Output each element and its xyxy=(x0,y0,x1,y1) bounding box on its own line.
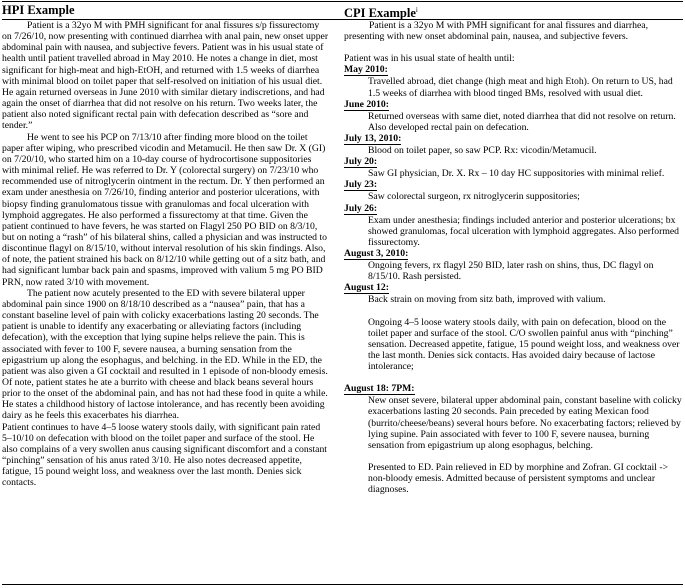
entry-text: Back strain on moving from sitz bath, improved with valium. xyxy=(368,294,606,306)
hpi-paragraph: The patient now acutely presented to the ED with severe bilateral upper abdominal pain since 1900 on 8/18/10 described as a “nausea” pain, that has a constant baseline level of pain with colicky exacerbations lasting 20 seconds. The patient is unable to identify any exacerbating or alleviating factors (including defecation), with the exception that lying supine helps relieve the pain. This is associated with fever to 100 F, severe nausea, a burning sensation from the epigastrium up along the esophagus, and belching. in the ED. While in the ED, the patient was also given a GI cocktail and resulted in 1 episode of non-bloody emesis. Of note, patient states he ate a burrito with cheese and black beans several hours prior to the onset of the abdominal pain, and has not had these food in quite a while. He states a childhood history of lactose intolerance, and has recently been avoiding dairy as he feels this exacerbates his diarrhea. xyxy=(2,287,328,422)
entry-date: May 2010: xyxy=(344,64,388,76)
entry-date: July 13, 2010: xyxy=(344,133,402,145)
cpi-intro: Patient is a 32yo M with PMH significant for anal fissures and diarrhea, presenting with new onset abdominal pain, nausea, and subjective fevers. xyxy=(344,20,648,43)
entry-text: Travelled abroad, diet change (high meat and high Etoh). On return to US, had 1.5 weeks of diarrhea with blood tinged BMs, resolved with usual diet. xyxy=(368,76,673,99)
table-bottom-rule xyxy=(2,584,683,585)
hpi-paragraph: He went to see his PCP on 7/13/10 after finding more blood on the toilet paper after wiping, who prescribed vicodin and Metamucil. He then saw Dr. X (GI) on 7/20/10, who started him on a 10-day course of hydrocortisone suppositories with minimal relief. He was referred to Dr. Y (colorectal surgery) on 7/23/10 who recommended use of nitroglycerin ointment in the rectum. Dr. Y then performed an exam under anesthesia on 7/26/10, finding anterior and posterior ulcerations, with biopsy finding granulomatous tissue with granulomas and focal ulceration with lymphoid aggregates. He also performed a fissurectomy at that time. Given the patient continued to have fevers, he was started on Flagyl 250 PO BID on 8/3/10, but on noting a “rash” of his bilateral shins, called a physician and was instructed to discontinue flagyl on 8/15/10, without interval resolution of his skin findings. Also, of note, the patient strained his back on 8/12/10 while getting out of a sitz bath, and had significant lumbar back pain and spasms, improved with valium 5 mg PO BID PRN, now rated 3/10 with movement. xyxy=(2,131,327,288)
entry-text: Presented to ED. Pain relieved in ED by morphine and Zofran. GI cocktail -> non-bloody emesis. Admitted because of persistent symptoms and unclear diagnoses. xyxy=(368,462,669,496)
cpi-title-text: CPI Example xyxy=(344,6,416,21)
hpi-paragraph: Patient continues to have 4–5 loose watery stools daily, with significant pain rated 5–10/10 on defecation with blood on the toilet paper and surface of the stool. He also complains of a very swollen anus causing significant discomfort and a constant “pinching” sensation of his anus rated 3/10. He also notes decreased appetite, fatigue, 15 pound weight loss, and weakness over the last month. Denies sick contacts. xyxy=(2,421,327,489)
entry-text: Blood on toilet paper, so saw PCP. Rx: vicodin/Metamucil. xyxy=(368,145,597,157)
entry-date: August 18: 7PM: xyxy=(344,383,415,395)
entry-date: August 12: xyxy=(344,282,389,294)
entry-date: June 2010: xyxy=(344,98,389,110)
entry-text: Saw colorectal surgeon, rx nitroglycerin suppositories; xyxy=(368,191,580,203)
entry-text: Ongoing fevers, rx flagyl 250 BID, later rash on shins, thus, DC flagyl on 8/15/10. Rash persisted. xyxy=(368,260,654,283)
hpi-title: HPI Example xyxy=(2,3,75,17)
entry-date: July 26: xyxy=(344,202,378,214)
entry-text: Saw GI physician, Dr. X. Rx – 10 day HC suppositories with minimal relief. xyxy=(368,168,665,180)
cpi-title xyxy=(344,2,682,20)
hpi-column xyxy=(2,2,331,489)
entry-text: Exam under anesthesia; findings included anterior and posterior ulcerations; bx showed granulomas, focal ulceration with lymphoid aggregates. Also performed fissurectomy. xyxy=(368,214,679,248)
entry-text: Returned overseas with same diet, noted diarrhea that did not resolve on return. Also developed rectal pain on defecation. xyxy=(368,110,676,133)
entry-date: July 23: xyxy=(344,179,378,191)
hpi-body xyxy=(2,20,331,489)
cpi-body xyxy=(344,20,682,496)
cpi-title-footnote: i xyxy=(415,6,418,14)
cpi-lead: Patient was in his usual state of health until: xyxy=(344,53,515,65)
entry-date: July 20: xyxy=(344,156,378,168)
entry-text: Ongoing 4–5 loose watery stools daily, with pain on defecation, blood on the toilet paper and surface of the stool. C/O swollen painful anus with “pinching” sensation. Decreased appetite, fatigue, 15 pound weight loss, and weakness over the last month. Denies sick contacts. Has avoided dairy because of lactose intolerance; xyxy=(368,316,680,373)
entry-date: August 3, 2010: xyxy=(344,248,409,260)
entry-text: New onset severe, bilateral upper abdominal pain, constant baseline with colicky exacerbations lasting 20 seconds. Pain preceded by eating Mexican food (burrito/cheese/beans) several hours before. No exacerbating factors; relieved by lying supine. Pain associated with fever to 100 F, severe nausea, burning sensation from epigastrium up along esophagus, belching. xyxy=(368,395,682,451)
cpi-column xyxy=(344,2,682,496)
hpi-paragraph: Patient is a 32yo M with PMH significant for anal fissures s/p fissurectomy on 7/26/10, now presenting with continued diarrhea with anal pain, new onset upper abdominal pain with nausea, and subjective fevers. Patient was in his usual state of health until patient travelled abroad in May 2010. He notes a change in diet, most significant for high-meat and high-EtOH, and returned with 1.5 weeks of diarrhea with minimal blood on toilet paper that self-resolved on initiation of his usual diet. He again returned overseas in June 2010 with similar dietary indiscretions, and had again the onset of diarrhea that did not resolve on his return. Two weeks later, the patient also noted significant rectal pain with defecation described as “sore and tender.” xyxy=(2,20,329,132)
